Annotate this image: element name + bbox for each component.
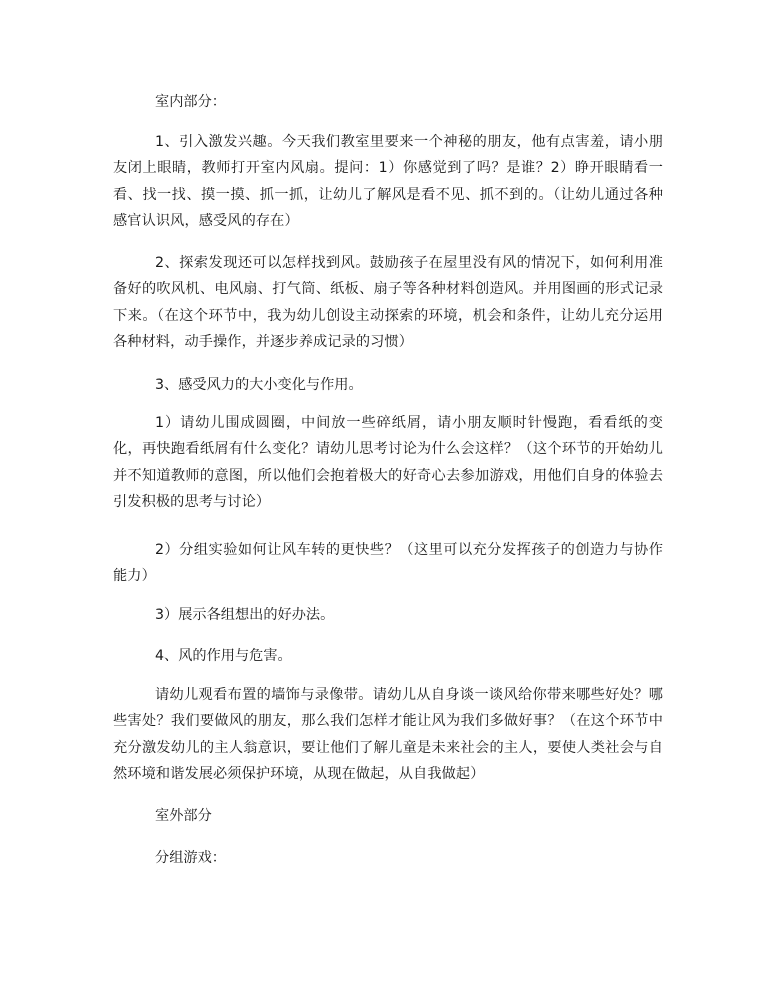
paragraph-2: 2、探索发现还可以怎样找到风。鼓励孩子在屋里没有风的情况下，如何利用准备好的吹风机、电风扇、打气筒、纸板、扇子等各种材料创造风。并用图画的形式记录下来。（在这个环节中，我为幼儿创设主动探索的环境，机会和条件，让幼儿充分运用各种材料，动手操作，并逐步养成记录的习惯） bbox=[113, 255, 663, 351]
paragraph-5: 2）分组实验如何让风车转的更快些？（这里可以充分发挥孩子的创造力与协作能力） bbox=[113, 542, 663, 585]
paragraph-1: 1、引入激发兴趣。今天我们教室里要来一个神秘的朋友，他有点害羞，请小朋友闭上眼睛，教师打开室内风扇。提问：1）你感觉到了吗？是谁？2）睁开眼睛看一看、找一找、摸一摸、抓一抓，让幼儿了解风是看不见、抓不到的。（让幼儿通过各种感官认识风，感受风的存在） bbox=[113, 134, 663, 230]
paragraph-8: 请幼儿观看布置的墙饰与录像带。请幼儿从自身谈一谈风给你带来哪些好处？哪些害处？我们要做风的朋友，那么我们怎样才能让风为我们多做好事？（在这个环节中充分激发幼儿的主人翁意识，要让他们了解儿童是未来社会的主人，要使人类社会与自然环境和谐发展必须保护环境，从现在做起，从自我做起） bbox=[113, 687, 663, 783]
section-heading-outdoor: 室外部分 bbox=[155, 808, 212, 824]
paragraph-6: 3）展示各组想出的好办法。 bbox=[155, 607, 335, 623]
paragraph-7: 4、风的作用与危害。 bbox=[155, 648, 292, 664]
paragraph-4: 1）请幼儿围成圆圈，中间放一些碎纸屑，请小朋友顺时针慢跑，看看纸的变化，再快跑看纸屑有什么变化？请幼儿思考讨论为什么会这样？（这个环节的开始幼儿并不知道教师的意图，所以他们会抱着极大的好奇心去参加游戏，用他们自身的体验去引发积极的思考与讨论） bbox=[113, 415, 663, 511]
section-heading-group-game: 分组游戏： bbox=[155, 850, 226, 866]
section-heading-indoor: 室内部分： bbox=[155, 94, 226, 110]
paragraph-3: 3、感受风力的大小变化与作用。 bbox=[155, 377, 363, 393]
